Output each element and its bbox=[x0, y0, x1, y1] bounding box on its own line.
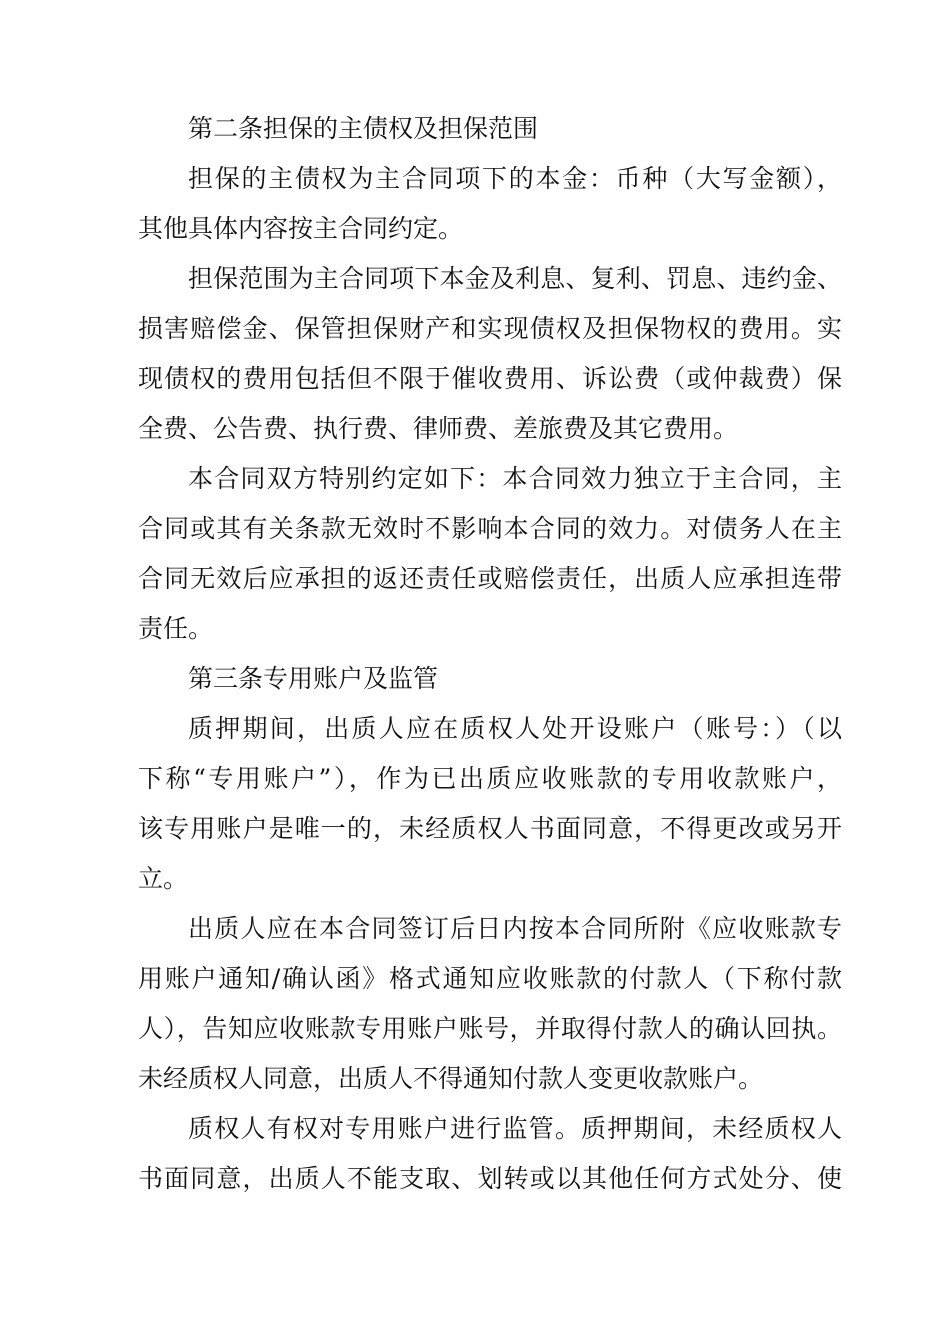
text-line: 质押期间，出质人应在质权人处开设账户（账号：）（以 bbox=[188, 714, 842, 743]
text-line: 其他具体内容按主合同约定。 bbox=[138, 214, 464, 243]
article-3-heading: 第三条专用账户及监管 bbox=[188, 664, 439, 693]
text-line: 人），告知应收账款专用账户账号，并取得付款人的确认回执。 bbox=[138, 1014, 842, 1043]
text-line: 用账户通知/确认函》格式通知应收账款的付款人（下称付款 bbox=[138, 964, 842, 993]
text-line: 出质人应在本合同签订后日内按本合同所附《应收账款专 bbox=[188, 914, 842, 943]
text-line: 合同或其有关条款无效时不影响本合同的效力。对债务人在主 bbox=[138, 514, 842, 543]
text-line: 未经质权人同意，出质人不得通知付款人变更收款账户。 bbox=[138, 1064, 764, 1093]
text-line: 下称“专用账户”），作为已出质应收账款的专用收款账户， bbox=[138, 764, 842, 793]
text-line: 全费、公告费、执行费、律师费、差旅费及其它费用。 bbox=[138, 414, 739, 443]
text-line: 立。 bbox=[138, 864, 189, 893]
text-line: 该专用账户是唯一的，未经质权人书面同意，不得更改或另开 bbox=[138, 814, 842, 843]
article-2-heading: 第二条担保的主债权及担保范围 bbox=[188, 114, 539, 143]
text-line: 本合同双方特别约定如下：本合同效力独立于主合同，主 bbox=[188, 464, 842, 493]
text-line: 质权人有权对专用账户进行监管。质押期间，未经质权人 bbox=[188, 1114, 842, 1143]
text-line: 责任。 bbox=[138, 614, 214, 643]
text-line: 担保范围为主合同项下本金及利息、复利、罚息、违约金、 bbox=[188, 264, 842, 293]
text-line: 合同无效后应承担的返还责任或赔偿责任，出质人应承担连带 bbox=[138, 564, 842, 593]
text-line: 损害赔偿金、保管担保财产和实现债权及担保物权的费用。实 bbox=[138, 314, 842, 343]
text-line: 书面同意，出质人不能支取、划转或以其他任何方式处分、使 bbox=[138, 1164, 842, 1193]
document-body bbox=[138, 104, 842, 1204]
text-line: 担保的主债权为主合同项下的本金：币种（大写金额）， bbox=[188, 164, 842, 193]
text-line: 现债权的费用包括但不限于催收费用、诉讼费（或仲裁费）保 bbox=[138, 364, 842, 393]
